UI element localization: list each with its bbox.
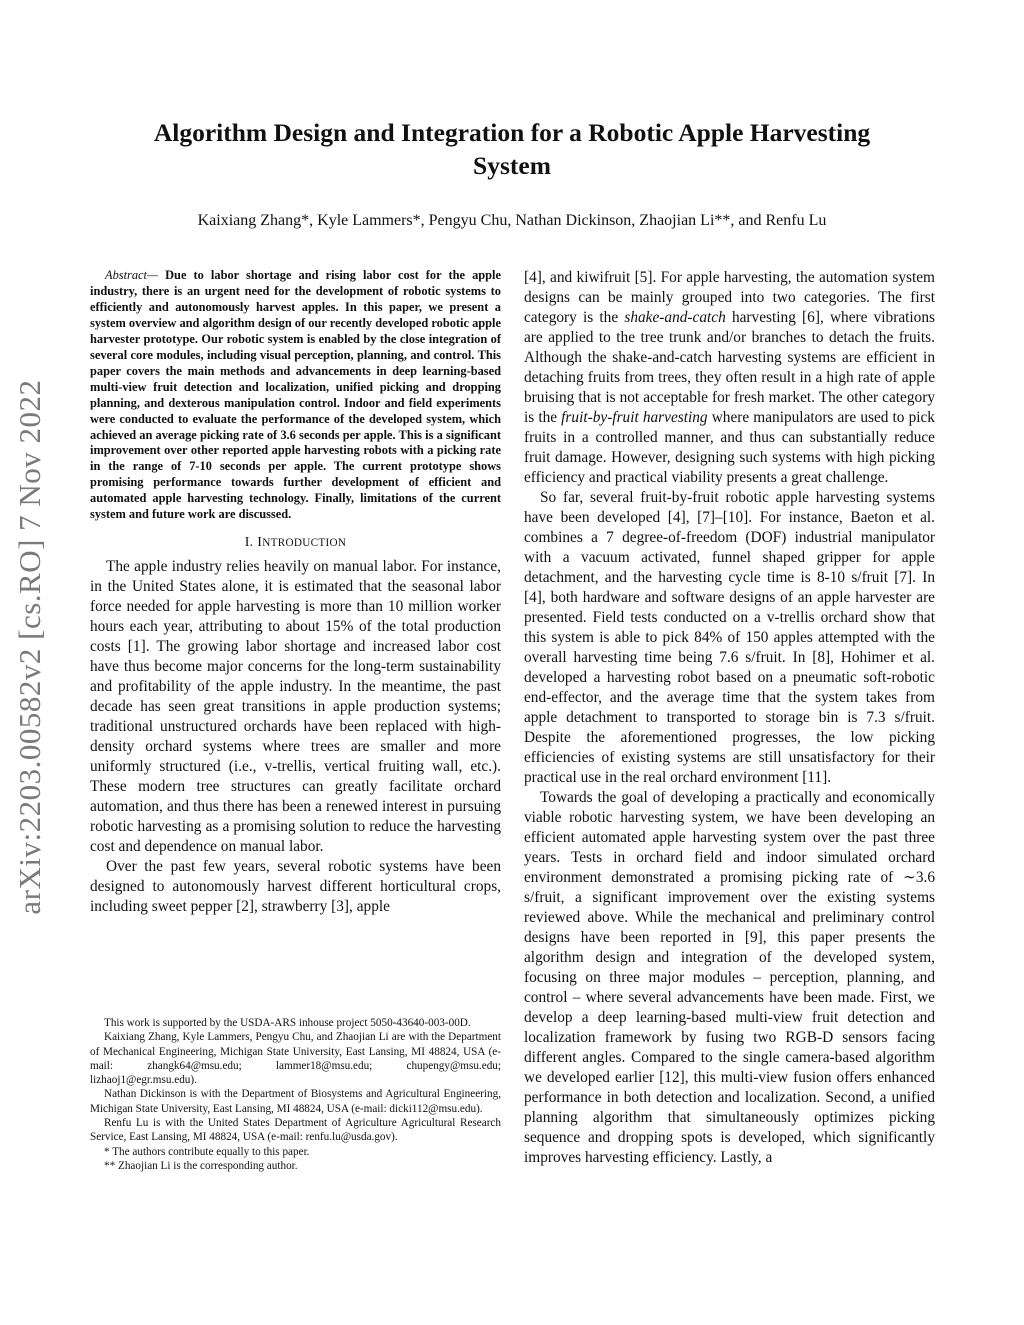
author-list: Kaixiang Zhang*, Kyle Lammers*, Pengyu Chu, Nathan Dickinson, Zhaojian Li**, and Renfu Lu bbox=[197, 212, 827, 229]
abstract bbox=[90, 268, 501, 523]
term-fruit-by-fruit: fruit-by-fruit harvesting bbox=[561, 409, 708, 426]
paper-title-line-2: System bbox=[473, 151, 551, 180]
right-column bbox=[524, 268, 935, 1168]
right-paragraph-3: Towards the goal of developing a practically and economically viable robotic harvesting system, we have been developing an efficient automated apple harvesting system over the past three years. Tests in orchard field and indoor simulated orchard environment demonstrated a promising picking rate of ∼3.6 s/fruit, a significant improvement over the existing systems reviewed above. While the mechanical and preliminary control designs have been reported in [9], this paper presents the algorithm design and integration of the developed system, focusing on three major modules – perception, planning, and control – where several advancements have been made. First, we develop a deep learning-based multi-view fruit detection and localization framework by fusing two RGB-D sensors facing different angles. Compared to the single camera-based algorithm we developed earlier [12], this multi-view fusion offers enhanced performance in both detection and localization. Second, a unified planning algorithm that simultaneously optimizes picking sequence and dropping spots is developed, which significantly improves harvesting efficiency. Lastly, a bbox=[524, 789, 935, 1166]
left-column bbox=[90, 268, 501, 917]
right-paragraph-1-part-c: where manipulators are used to pick fruits in a controlled manner, and thus can substantially reduce fruit damage. However, designing such systems with high picking efficiency and practical viability presents a great challenge. bbox=[524, 409, 935, 486]
section-title-rest: NTRODUCTION bbox=[262, 537, 347, 550]
right-paragraph-1 bbox=[524, 268, 935, 488]
footnote-funding: This work is supported by the USDA-ARS inhouse project 5050-43640-003-00D. bbox=[104, 1017, 471, 1029]
abstract-label: Abstract— bbox=[105, 268, 159, 282]
right-paragraph-1-part-b: harvesting [6], where vibrations are applied to the tree trunk and/or branches to detach the fruits. Although the shake-and-catch harvesting systems are efficient in detaching fruits from trees, they often result in a high rate of apple bruising that is not acceptable for fresh market. The other category is the bbox=[524, 309, 935, 426]
intro-paragraph-2: Over the past few years, several robotic systems have been designed to autonomously harvest different horticultural crops, including sweet pepper [2], strawberry [3], apple bbox=[90, 858, 501, 916]
section-numeral: I. bbox=[244, 535, 258, 551]
paper-title bbox=[100, 116, 924, 182]
footnote-affiliation-usda: Renfu Lu is with the United States Department of Agriculture Agricultural Research Service, East Lansing, MI 48824, USA (e-mail: renfu.lu@usda.gov). bbox=[90, 1117, 501, 1144]
intro-paragraph-1: The apple industry relies heavily on manual labor. For instance, in the United States alone, it is estimated that the seasonal labor force needed for apple harvesting is more than 10 million worker hours each year, attributing to about 15% of the total production costs [1]. The growing labor shortage and increased labor cost have thus become major concerns for the long-term sustainability and profitability of the apple industry. In the meantime, the past decade has seen great transitions in apple production systems; traditional unstructured orchards have been replaced with high-density orchard systems where trees are smaller and more uniformly structured (i.e., v-trellis, vertical fruiting wall, etc.). These modern tree structures can greatly facilitate orchard automation, and thus there has been a renewed interest in pursuing robotic harvesting as a promising solution to reduce the harvesting cost and dependence on manual labor. bbox=[90, 558, 501, 856]
right-paragraph-2: So far, several fruit-by-fruit robotic apple harvesting systems have been developed [4], [7]–[10]. For instance, Baeton et al. combines a 7 degree-of-freedom (DOF) industrial manipulator with a vacuum activated, funnel shaped gripper for apple detachment, and the harvesting cycle time is 8-10 s/fruit [7]. In [4], both hardware and software designs of an apple harvester are presented. Field tests conducted on a v-trellis orchard show that this system is able to pick 84% of 150 apples attempted with the overall harvesting time being 7.6 s/fruit. In [8], Hohimer et al. developed a harvesting robot based on a pneumatic soft-robotic end-effector, and the average time that the system takes from apple detachment to transported to storage bin is 7.3 s/fruit. Despite the aforementioned progresses, the low picking efficiencies of existing systems are still unsatisfactory for their practical use in the real orchard environment [11]. bbox=[524, 489, 935, 786]
paper-title-line-1: Algorithm Design and Integration for a Robotic Apple Harvesting bbox=[153, 118, 871, 147]
footnote-affiliation-msu-me: Kaixiang Zhang, Kyle Lammers, Pengyu Chu, and Zhaojian Li are with the Department of Mechanical Engineering, Michigan State University, East Lansing, MI 48824, USA (e-mail: zhangk64@msu.edu; lammer18@msu.edu; chupengy@msu.edu; lizhaoj1@egr.msu.edu). bbox=[90, 1031, 501, 1087]
arxiv-identifier: arXiv:2203.00582v2 [cs.RO] 7 Nov 2022 bbox=[12, 379, 47, 915]
right-paragraph-1-part-a: [4], and kiwifruit [5]. For apple harvesting, the automation system designs can be mainly grouped into two categories. The first category is the bbox=[524, 269, 935, 326]
footnote-affiliation-msu-bae: Nathan Dickinson is with the Department of Biosystems and Agricultural Engineering, Michigan State University, East Lansing, MI 48824, USA (e-mail: dicki112@msu.edu). bbox=[90, 1088, 501, 1115]
abstract-text: Due to labor shortage and rising labor cost for the apple industry, there is an urgent need for the development of robotic systems to efficiently and autonomously harvest apples. In this paper, we present a system overview and algorithm design of our recently developed robotic apple harvester prototype. Our robotic system is enabled by the close integration of several core modules, including visual perception, planning, and control. This paper covers the main methods and advancements in deep learning-based multi-view fruit detection and localization, unified picking and dropping planning, and dexterous manipulation control. Indoor and field experiments were conducted to evaluate the performance of the developed system, which achieved an average picking rate of 3.6 seconds per apple. This is a significant improvement over other reported apple harvesting robots with a picking rate in the range of 7-10 seconds per apple. The current prototype shows promising performance towards further development of efficient and automated apple harvesting technology. Finally, limitations of the current system and future work are discussed. bbox=[90, 268, 501, 522]
footnote-corresponding-author: ** Zhaojian Li is the corresponding author. bbox=[104, 1159, 298, 1172]
section-title-initial: I bbox=[257, 535, 263, 551]
footnote-equal-contribution: * The authors contribute equally to this paper. bbox=[104, 1145, 310, 1158]
footnotes bbox=[90, 1016, 501, 1173]
section-heading-introduction bbox=[90, 534, 501, 552]
term-shake-and-catch: shake-and-catch bbox=[624, 309, 726, 326]
